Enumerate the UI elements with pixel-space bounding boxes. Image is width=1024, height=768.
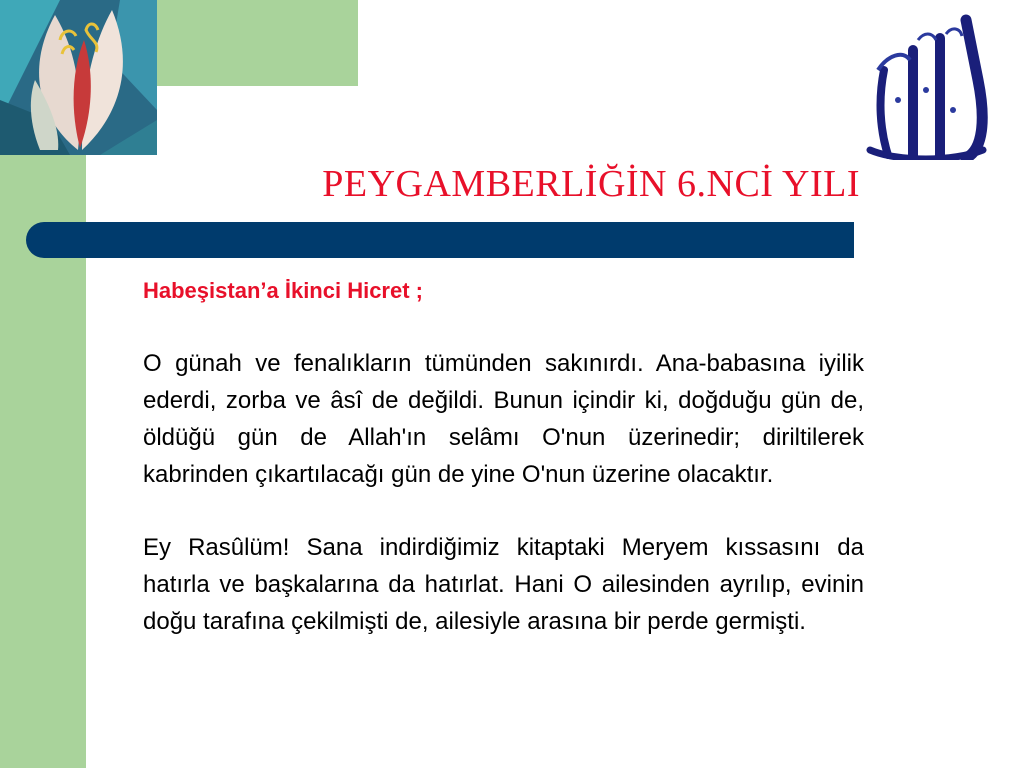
body-paragraph-2: Ey Rasûlüm! Sana indirdiğimiz kitaptaki Meryem kıssasını da hatırla ve başkalarına da hatırlat. Hani O ailesinden ayrılıp, evinin doğu tarafına çekilmişti de, ailesiyle arasına bir perde germişti. [143, 534, 864, 635]
allah-calligraphy-image [858, 10, 998, 160]
title-underline-bar [26, 222, 854, 258]
slide-title: PEYGAMBERLİĞİN 6.NCİ YILI [322, 163, 860, 205]
section-heading: Habeşistan’a İkinci Hicret ; [143, 278, 423, 303]
body-paragraph-1: O günah ve fenalıkların tümünden sakınırdı. Ana-babasına iyilik ederdi, zorba ve âsî de değildi. Bunun içindir ki, doğduğu gün de, öldüğü gün de Allah'ın selâmı O'nun üzerinedir; diriltilerek kabrinden çıkartılacağı gün de yine O'nun üzerine olacaktır. [143, 350, 864, 488]
calligraphy-flower-logo [0, 0, 157, 155]
slide-body [143, 272, 864, 640]
